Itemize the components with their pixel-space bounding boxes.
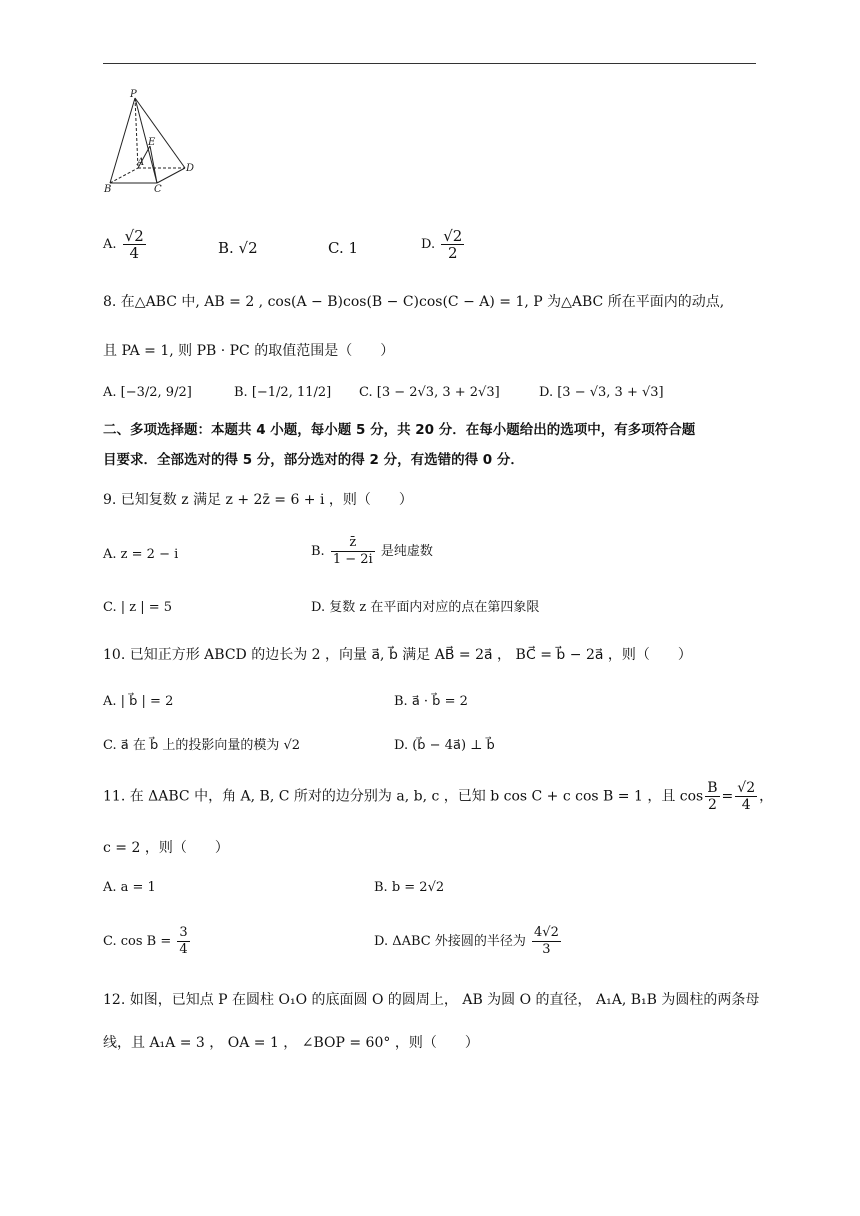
pyramid-figure — [100, 88, 200, 198]
q8-stem-line2: 且 PA = 1, 则 PB · PC 的取值范围是（ ） — [103, 343, 395, 359]
q11-stem-line1: 11. 在 ΔABC 中，角 A, B, C 所对的边分别为 a, b, c ，已知 b cos C + c cos B = 1 ，且 cos $\frac{B}{2}$ = $\frac{√2}{4}$ ， — [103, 780, 774, 813]
q7-option-a: A. $\frac{√2}{4}$ — [103, 227, 144, 262]
q8-option-b: B. [−1/2, 11/2] — [234, 385, 332, 400]
label-b: B — [104, 184, 112, 195]
q8-option-d: D. [3 − √3, 3 + √3] — [539, 385, 664, 400]
q10-option-b: B. a⃗ · b⃗ = 2 — [394, 694, 468, 709]
label-p: P — [130, 89, 137, 100]
q8-option-c: C. [3 − 2√3, 3 + 2√3] — [359, 385, 500, 400]
q9-option-d: D. 复数 z 在平面内对应的点在第四象限 — [311, 600, 540, 615]
q12-stem-line1: 12. 如图，已知点 P 在圆柱 O₁O 的底面圆 O 的圆周上， AB 为圆 O 的直径， A₁A, B₁B 为圆柱的两条母 — [103, 992, 760, 1008]
q10-option-a: A. | b⃗ | = 2 — [103, 694, 174, 709]
header-rule — [103, 63, 756, 64]
label-c: C — [154, 184, 162, 195]
q11-option-d: D. ΔABC 外接圆的半径为 $\frac{4√2}{3}$ — [374, 925, 559, 957]
q11-option-a: A. a = 1 — [103, 880, 156, 895]
q10-option-c: C. a⃗ 在 b⃗ 上的投影向量的模为 √2 — [103, 738, 301, 753]
q7-option-b: B. √2 — [218, 239, 258, 257]
q9-option-a: A. z = 2 − i — [103, 547, 179, 562]
q11-stem-line2: c = 2 ，则（ ） — [103, 840, 229, 856]
section2-heading-line1: 二、多项选择题：本题共 4 小题，每小题 5 分，共 20 分．在每小题给出的选项中，有多项符合题 — [103, 422, 696, 438]
q11-option-b: B. b = 2√2 — [374, 880, 445, 895]
q8-stem-line1: 8. 在△ABC 中, AB = 2 , cos(A − B)cos(B − C)cos(C − A) = 1, P 为△ABC 所在平面内的动点, — [103, 294, 725, 310]
q8-option-a: A. [−3/2, 9/2] — [103, 385, 192, 400]
q10-option-d: D. (b⃗ − 4a⃗) ⊥ b⃗ — [394, 738, 495, 753]
q7-option-c: C. 1 — [328, 239, 359, 257]
label-a: A — [137, 157, 145, 168]
q9-option-c: C. | z | = 5 — [103, 600, 173, 615]
q12-stem-line2: 线，且 A₁A = 3 ， OA = 1 ， ∠BOP = 60° ，则（ ） — [103, 1035, 479, 1051]
edge-cd — [157, 168, 185, 183]
edge-pb — [110, 98, 135, 183]
q10-stem: 10. 已知正方形 ABCD 的边长为 2 ，向量 a⃗, b⃗ 满足 AB⃗ = 2a⃗ ， BC⃗ = b⃗ − 2a⃗ ，则（ ） — [103, 647, 692, 663]
q9-option-b: B. $\frac{z̄}{1 - 2i}$ 是纯虚数 — [311, 535, 433, 567]
q9-stem: 9. 已知复数 z 满足 z + 2z̄ = 6 + i ，则（ ） — [103, 492, 413, 508]
label-d: D — [186, 163, 195, 174]
label-e: E — [148, 137, 156, 148]
q7-option-d: D. $\frac{√2}{2}$ — [421, 227, 463, 262]
q11-option-c: C. cos B = $\frac{3}{4}$ — [103, 925, 188, 957]
edge-ec — [150, 146, 157, 183]
section2-heading-line2: 目要求．全部选对的得 5 分，部分选对的得 2 分，有选错的得 0 分． — [103, 452, 524, 468]
